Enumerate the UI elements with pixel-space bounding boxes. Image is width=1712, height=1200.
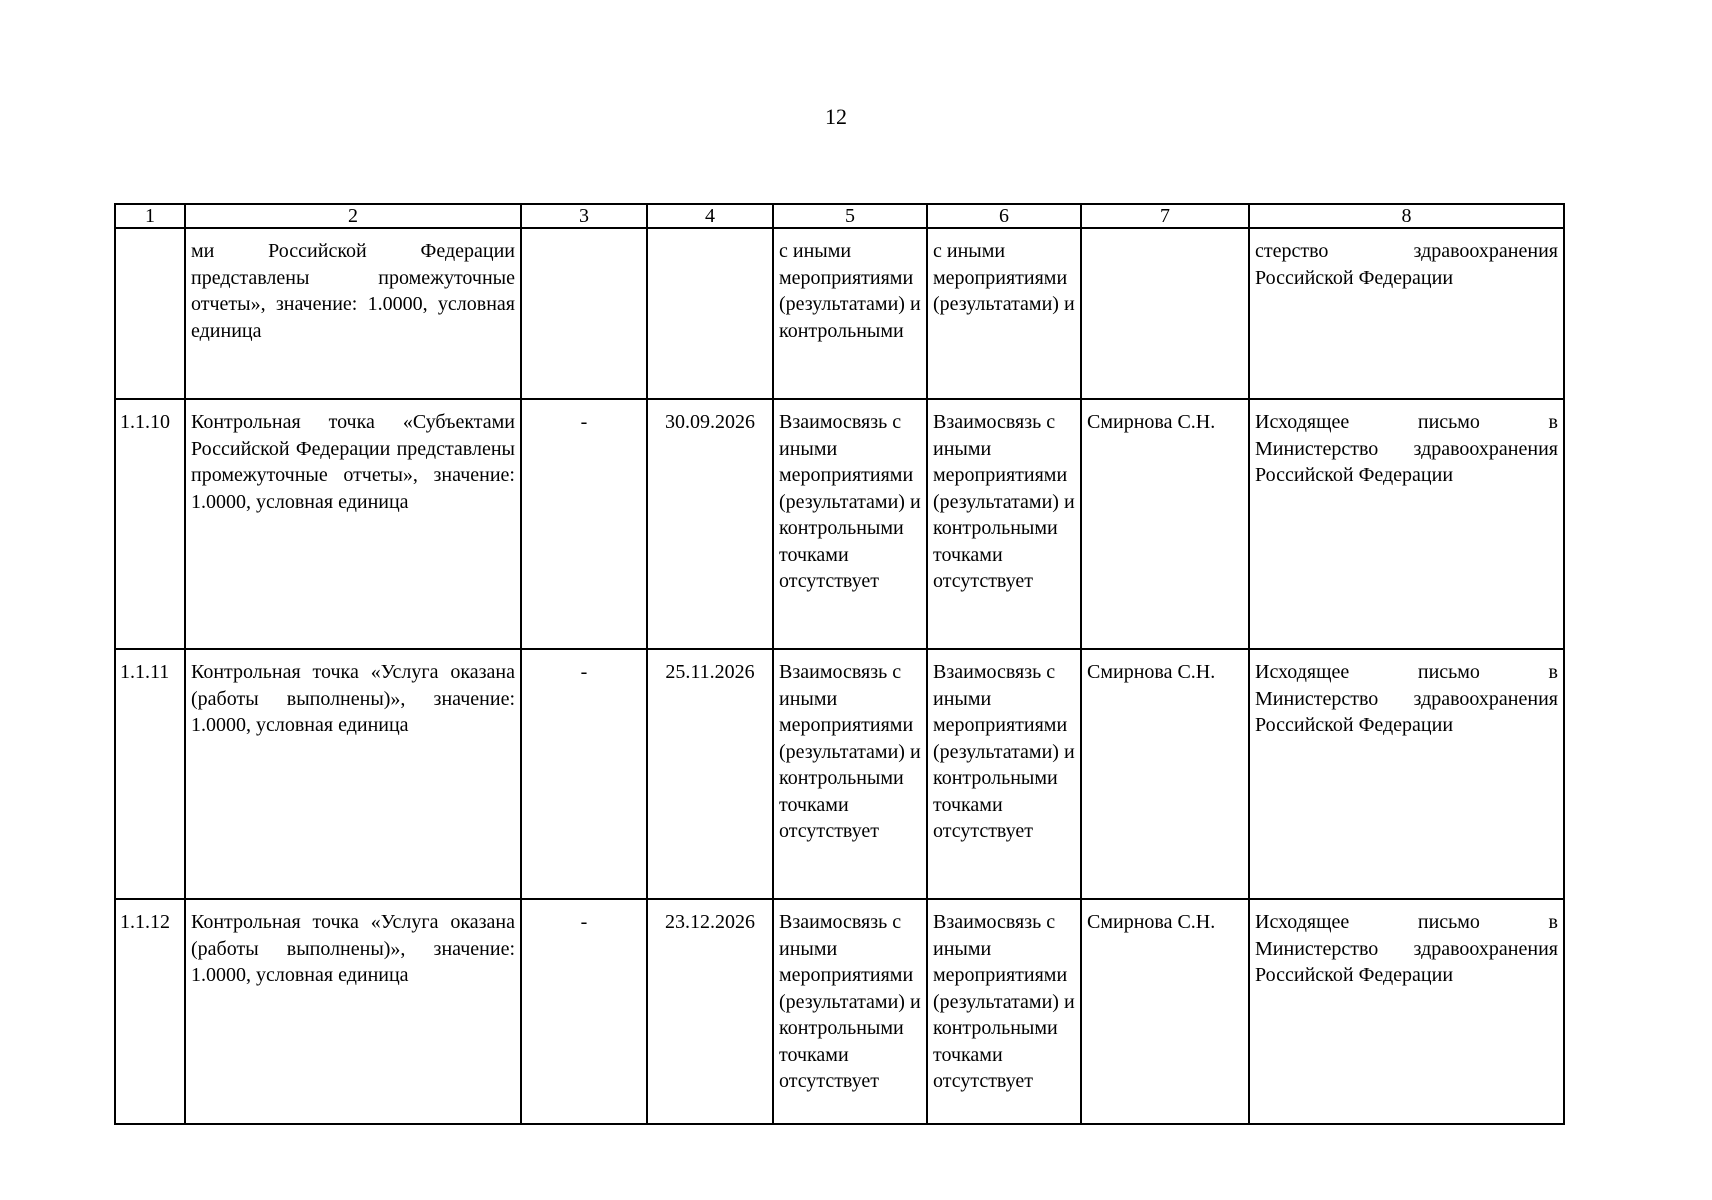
row-link-out: с иными мероприятиями (результатами) и (927, 228, 1081, 399)
row-col3: - (521, 899, 647, 1124)
row-link-out: Взаимосвязь с иными мероприятиями (результатами) и контрольными точками отсутствует (927, 649, 1081, 899)
row-link-in: Взаимосвязь с иными мероприятиями (результатами) и контрольными точками отсутствует (773, 399, 927, 649)
row-date: 25.11.2026 (647, 649, 773, 899)
row-number (115, 228, 185, 399)
row-link-out: Взаимосвязь с иными мероприятиями (результатами) и контрольными точками отсутствует (927, 399, 1081, 649)
table-row (115, 899, 1564, 1124)
column-header: 2 (185, 204, 521, 228)
row-document: Исходящее письмо в Министерство здравоохранения Российской Федерации (1249, 649, 1564, 899)
row-description: Контрольная точка «Услуга оказана (работы выполнены)», значение: 1.0000, условная единица (185, 649, 521, 899)
row-responsible: Смирнова С.Н. (1081, 899, 1249, 1124)
row-date (647, 228, 773, 399)
row-document: Исходящее письмо в Министерство здравоохранения Российской Федерации (1249, 899, 1564, 1124)
row-number: 1.1.10 (115, 399, 185, 649)
row-date: 23.12.2026 (647, 899, 773, 1124)
row-link-in: Взаимосвязь с иными мероприятиями (результатами) и контрольными точками отсутствует (773, 899, 927, 1124)
column-header: 4 (647, 204, 773, 228)
row-col3: - (521, 649, 647, 899)
column-header: 7 (1081, 204, 1249, 228)
row-date: 30.09.2026 (647, 399, 773, 649)
row-link-in: Взаимосвязь с иными мероприятиями (результатами) и контрольными точками отсутствует (773, 649, 927, 899)
row-description: Контрольная точка «Субъектами Российской Федерации представлены промежуточные отчеты», значение: 1.0000, условная единица (185, 399, 521, 649)
header-row (115, 204, 1564, 228)
row-link-out: Взаимосвязь с иными мероприятиями (результатами) и контрольными точками отсутствует (927, 899, 1081, 1124)
table-row (115, 399, 1564, 649)
row-number: 1.1.12 (115, 899, 185, 1124)
row-link-in: с иными мероприятиями (результатами) и контрольными (773, 228, 927, 399)
table-row (115, 228, 1564, 399)
column-header: 5 (773, 204, 927, 228)
row-responsible: Смирнова С.Н. (1081, 399, 1249, 649)
row-responsible: Смирнова С.Н. (1081, 649, 1249, 899)
row-document: Исходящее письмо в Министерство здравоохранения Российской Федерации (1249, 399, 1564, 649)
row-responsible (1081, 228, 1249, 399)
page-number: 12 (825, 104, 847, 129)
row-description: ми Российской Федерации представлены промежуточные отчеты», значение: 1.0000, условная единица (185, 228, 521, 399)
table-row (115, 649, 1564, 899)
plan-table (114, 203, 1565, 1125)
row-col3: - (521, 399, 647, 649)
column-header: 8 (1249, 204, 1564, 228)
row-number: 1.1.11 (115, 649, 185, 899)
row-document: стерство здравоохранения Российской Федерации (1249, 228, 1564, 399)
column-header: 6 (927, 204, 1081, 228)
column-header: 3 (521, 204, 647, 228)
row-description: Контрольная точка «Услуга оказана (работы выполнены)», значение: 1.0000, условная единица (185, 899, 521, 1124)
column-header: 1 (115, 204, 185, 228)
row-col3 (521, 228, 647, 399)
